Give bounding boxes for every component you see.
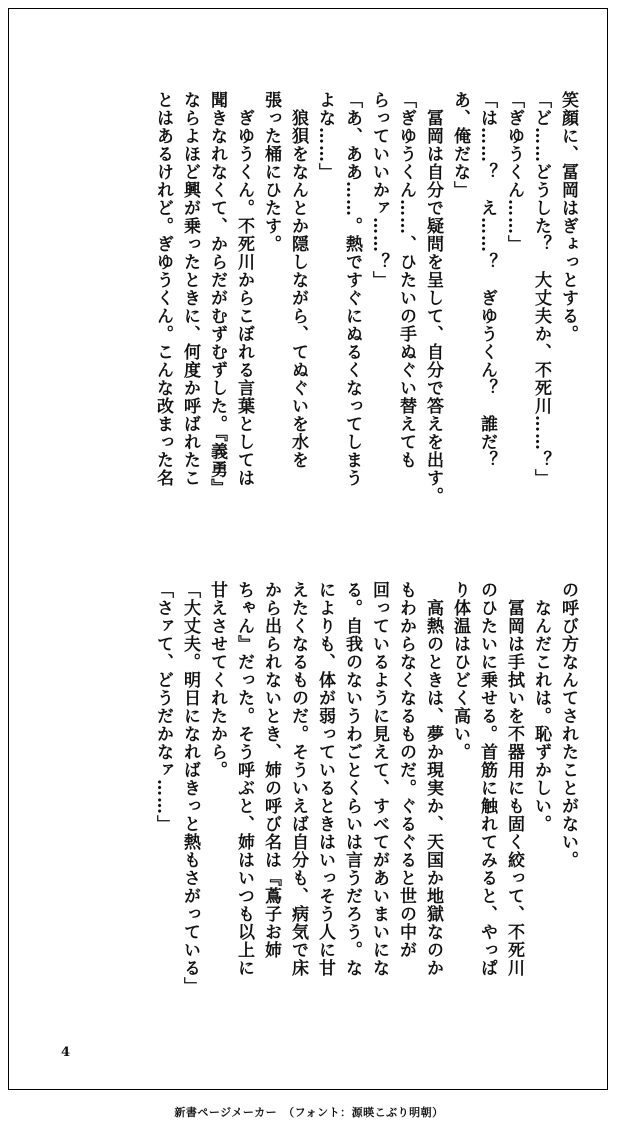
- text-line: のひたいに乗せる。首筋に触れてみると、やっぱ: [477, 581, 497, 977]
- text-line: 「は……？ え……？ ぎゆうくん？ 誰だ？: [477, 91, 497, 469]
- text-line: 「ぎゆうくん……、ひたいの手ぬぐい替えても: [396, 91, 416, 469]
- text-line: ぎゆうくん。不死川からこぼれる言葉としては: [234, 91, 254, 487]
- text-line: 笑顔に、冨岡はぎょっとする。: [558, 91, 578, 343]
- page-number: 4: [61, 1045, 71, 1060]
- text-line: あ、俺だな」: [450, 91, 470, 199]
- text-line: 冨岡は自分で疑問を呈して、自分で答えを出す。: [423, 91, 443, 505]
- page-frame: [8, 8, 608, 1090]
- text-block-bottom: [59, 581, 581, 1031]
- text-line: 「ぎゆうくん……」: [504, 91, 524, 253]
- text-line: もわからなくなるものだ。ぐるぐると世の中が: [396, 581, 416, 959]
- text-line: 「さァて、どうだかなァ……」: [153, 581, 173, 833]
- text-line: ちゃん』だった。そう呼ぶと、姉はいつも以上に: [234, 581, 254, 977]
- text-line: ならよほど興が乗ったときに、何度か呼ばれたこ: [180, 91, 200, 487]
- text-line: 高熱のときは、夢か現実か、天国か地獄なのか: [423, 581, 443, 977]
- text-line: の呼び方なんてされたことがない。: [558, 581, 578, 869]
- text-line: とはあるけれど。ぎゆうくん。こんな改まった名: [153, 91, 173, 487]
- text-line: 冨岡は手拭いを不器用にも固く絞って、不死川: [504, 581, 524, 977]
- text-line: 「あ、ああ……。熱ですぐにぬるくなってしまう: [342, 91, 362, 487]
- text-line: なんだこれは。恥ずかしい。: [531, 581, 551, 833]
- text-line: えたくなるものだ。そういえば自分も、病気で床: [288, 581, 308, 977]
- text-line: 張った桶にひたす。: [261, 91, 281, 253]
- text-line: によりも、体が弱っているときはいっそう人に甘: [315, 581, 335, 977]
- text-line: 回っているように見えて、すべてがあいまいにな: [369, 581, 389, 977]
- text-line: 甘えさせてくれたから。: [207, 581, 227, 779]
- text-line: よな……」: [315, 91, 335, 181]
- text-line: らっていいかァ……？」: [369, 91, 389, 289]
- footer-caption: 新書ページメーカー （フォント：源暎こぶり明朝）: [174, 1106, 444, 1119]
- text-line: 聞きなれなくて、からだがむずむずした。『義勇』: [207, 91, 227, 497]
- text-line: 「大丈夫。明日になればきっと熱もさがっている」: [180, 581, 200, 995]
- text-line: り体温はひどく高い。: [450, 581, 470, 761]
- text-block-top: [59, 91, 581, 541]
- text-line: る。自我のないうわごとくらいは言うだろう。な: [342, 581, 362, 977]
- text-line: 「ど……どうした？ 大丈夫か、不死川……？」: [531, 91, 551, 487]
- text-line: から出られないとき、姉の呼び名は『蔦子お姉: [261, 581, 281, 959]
- text-line: 狼狽をなんとか隠しながら、てぬぐいを水を: [288, 91, 308, 469]
